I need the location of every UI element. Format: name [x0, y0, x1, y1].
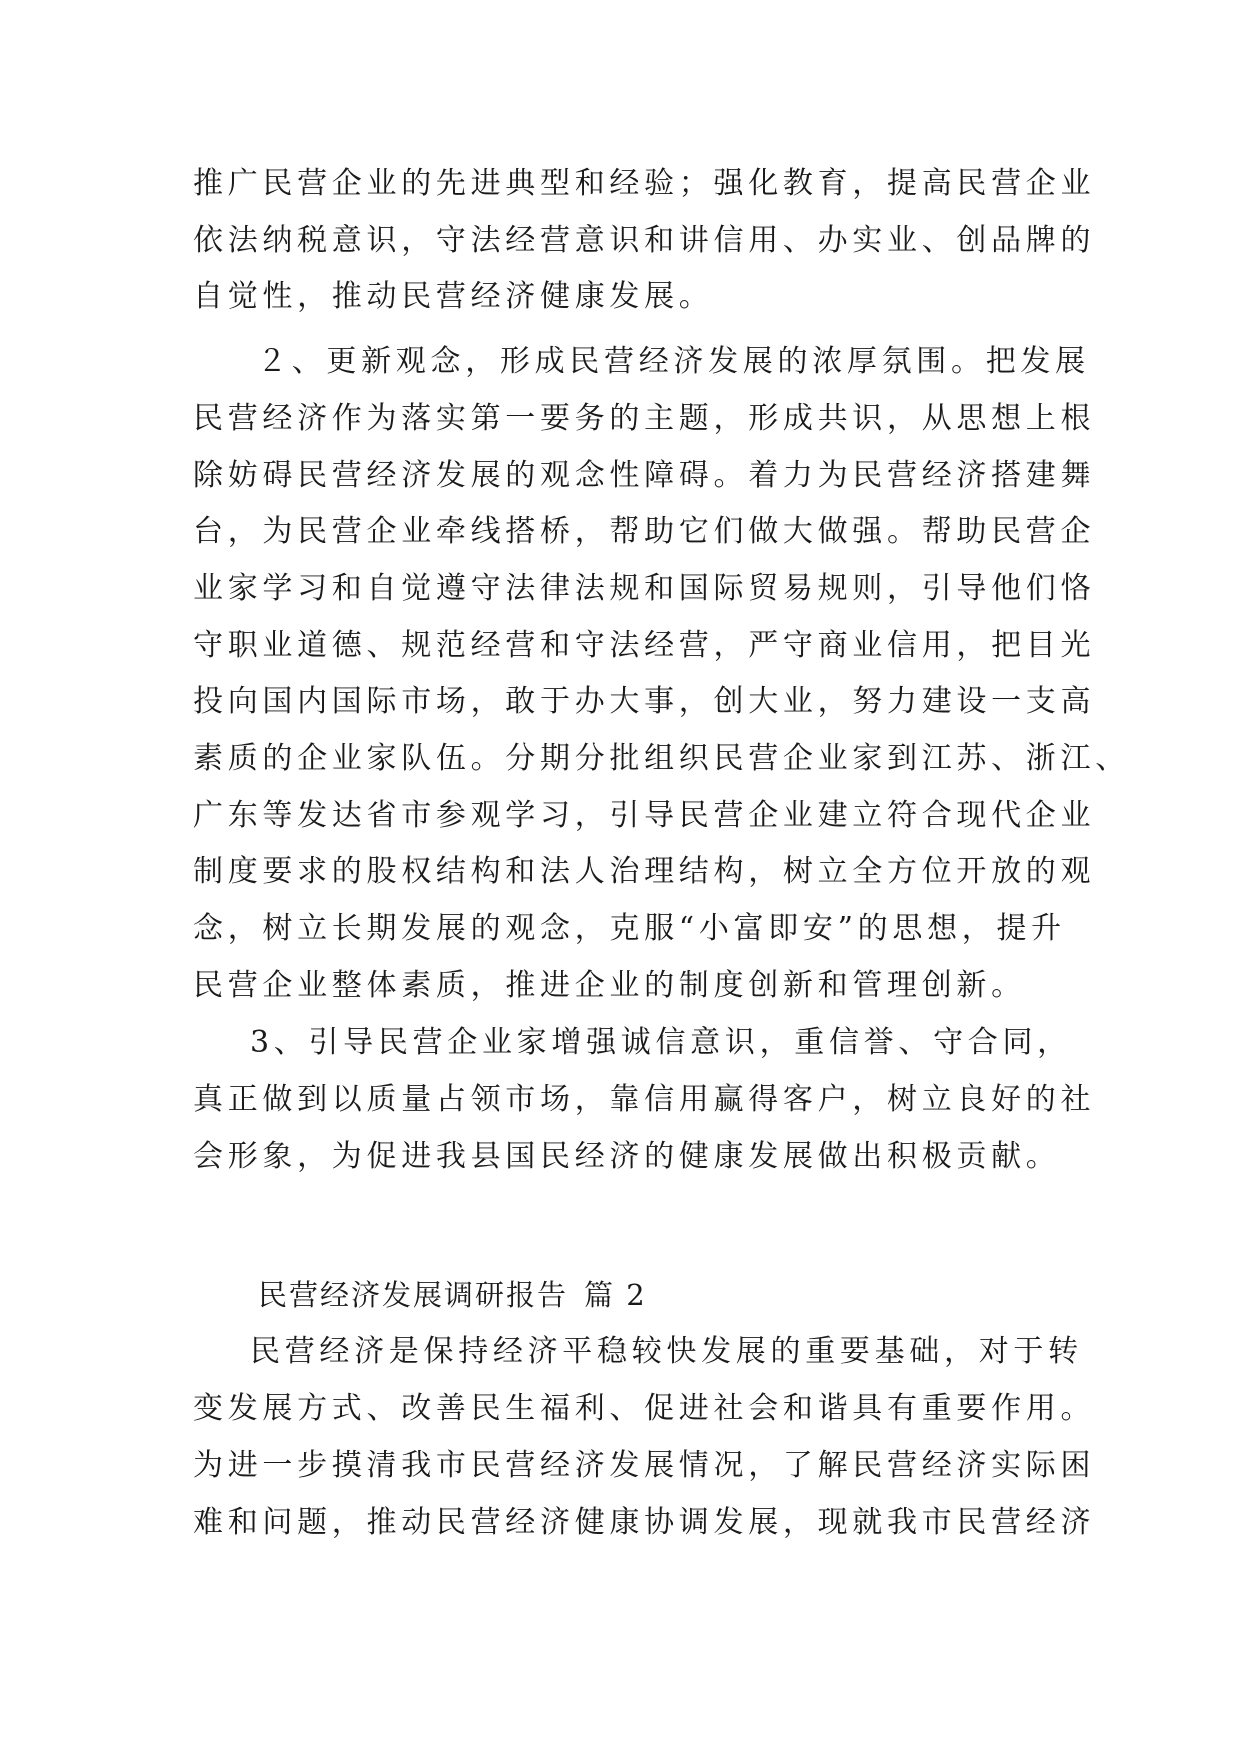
paragraph-line: 会形象，为促进我县国民经济的健康发展做出积极贡献。 [193, 1139, 1061, 1174]
paragraph-line: 民营经济是保持经济平稳较快发展的重要基础，对于转 [250, 1334, 1083, 1369]
paragraph-line: 投向国内国际市场，敢于办大事，创大业，努力建设一支高 [193, 684, 1096, 719]
paragraph-line: 素质的企业家队伍。分期分批组织民营企业家到江苏、浙江、 [193, 741, 1130, 776]
paragraph-line: 念，树立长期发展的观念，克服“小富即安”的思想，提升 [193, 911, 1066, 946]
paragraph-line: 依法纳税意识，守法经营意识和讲信用、办实业、创品牌的 [193, 223, 1096, 258]
paragraph-line: 3、引导民营企业家增强诚信意识，重信誉、守合同， [250, 1025, 1072, 1060]
paragraph-line: 制度要求的股权结构和法人治理结构，树立全方位开放的观 [193, 854, 1096, 889]
paragraph-line: 自觉性，推动民营经济健康发展。 [193, 279, 714, 314]
paragraph-line: 推广民营企业的先进典型和经验；强化教育，提高民营企业 [193, 166, 1096, 201]
paragraph-line: 为进一步摸清我市民营经济发展情况，了解民营经济实际困 [193, 1448, 1096, 1483]
paragraph-line: 变发展方式、改善民生福利、促进社会和谐具有重要作用。 [193, 1391, 1096, 1426]
paragraph-line: 广东等发达省市参观学习，引导民营企业建立符合现代企业 [193, 798, 1096, 833]
section-label: 篇 2 [584, 1278, 647, 1312]
paragraph-line: 难和问题，推动民营经济健康协调发展，现就我市民营经济 [193, 1505, 1096, 1540]
paragraph-line: 真正做到以质量占领市场，靠信用赢得客户，树立良好的社 [193, 1082, 1096, 1117]
paragraph-line: 业家学习和自觉遵守法律法规和国际贸易规则，引导他们恪 [193, 571, 1096, 606]
section-title: 民营经济发展调研报告 [258, 1278, 569, 1312]
paragraph-line: 台，为民营企业牵线搭桥，帮助它们做大做强。帮助民营企 [193, 514, 1096, 549]
paragraph-line: 除妨碍民营经济发展的观念性障碍。着力为民营经济搭建舞 [193, 458, 1096, 493]
paragraph-line: ２、更新观念，形成民营经济发展的浓厚氛围。把发展 [257, 344, 1090, 379]
paragraph-line: 民营经济作为落实第一要务的主题，形成共识，从思想上根 [193, 401, 1096, 436]
paragraph-line: 守职业道德、规范经营和守法经营，严守商业信用，把目光 [193, 628, 1096, 663]
paragraph-line: 民营企业整体素质，推进企业的制度创新和管理创新。 [193, 968, 1026, 1003]
section-heading [258, 1275, 647, 1315]
